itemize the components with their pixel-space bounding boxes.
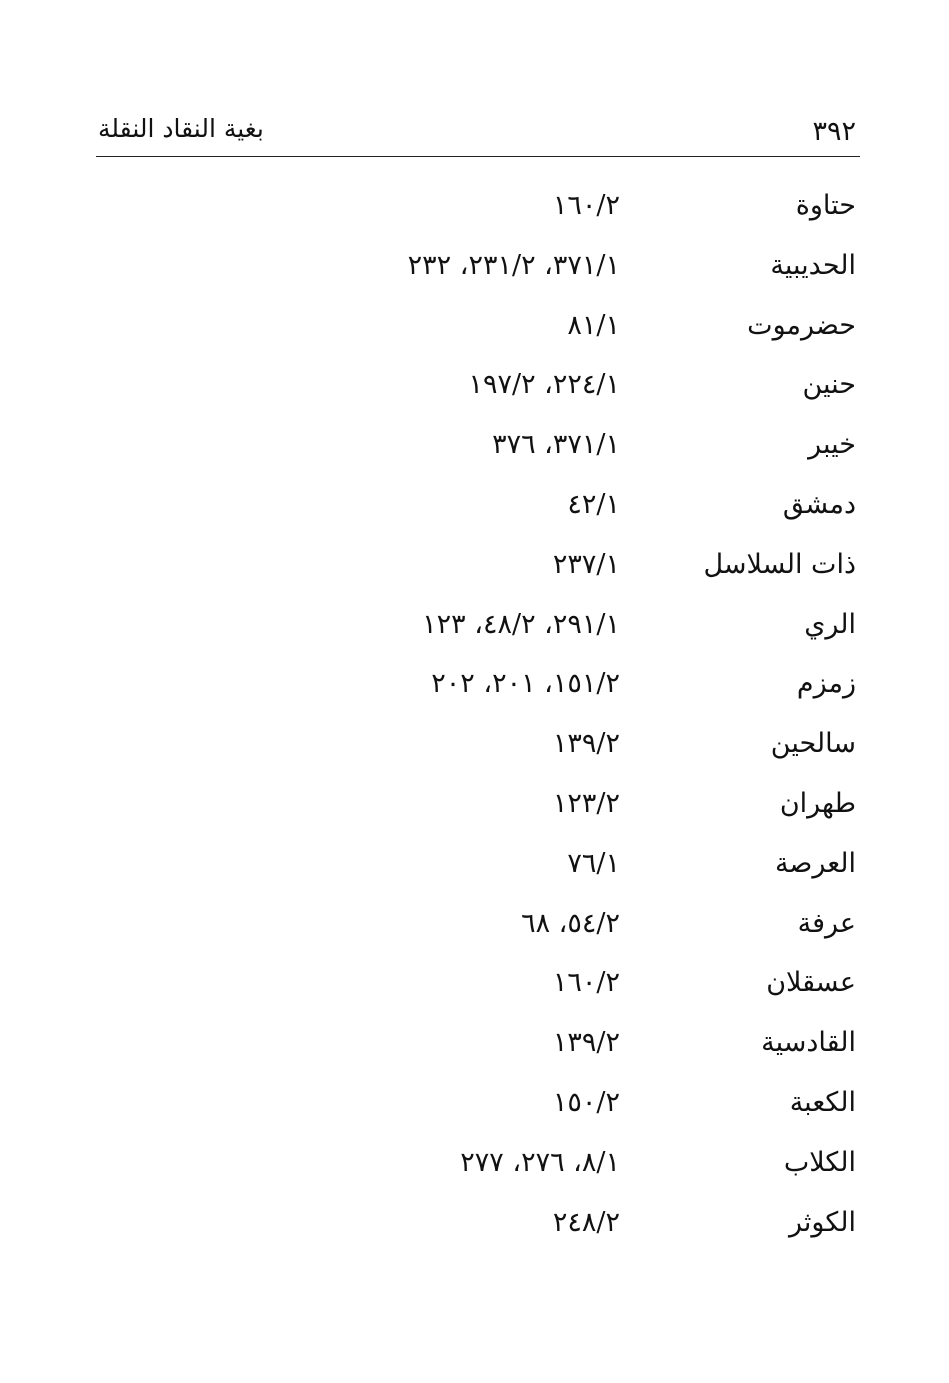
- page-references: ١٦٠/٢: [552, 190, 620, 221]
- page-references: ٣٧١/١، ٢٣١/٢، ٢٣٢: [407, 249, 620, 281]
- index-entry: [96, 298, 860, 358]
- page-references: ٢٣٧/١: [552, 548, 620, 580]
- index-entry: [96, 955, 860, 1015]
- page-references: ٤٢/١: [567, 488, 620, 520]
- index-entry: [96, 836, 860, 896]
- place-name: زمزم: [796, 668, 856, 700]
- page-references: ١٣٩/٢: [552, 728, 620, 760]
- index-entry: [96, 537, 860, 597]
- index-entry: [96, 178, 860, 238]
- page-references: ٢٢٤/١، ١٩٧/٢: [468, 369, 620, 401]
- page-references: ٥٤/٢، ٦٨: [521, 907, 620, 939]
- index-entry: [96, 417, 860, 477]
- page-references: ٨/١، ٢٧٦، ٢٧٧: [460, 1146, 620, 1178]
- place-name: الكوثر: [789, 1206, 856, 1238]
- place-name: الحديبية: [770, 249, 856, 281]
- place-name: حضرموت: [747, 309, 856, 341]
- place-name: الري: [804, 608, 856, 640]
- place-name: ذات السلاسل: [703, 548, 856, 580]
- page-references: ١٦٠/٢: [552, 967, 620, 999]
- page-references: ٢٤٨/٢: [552, 1206, 620, 1238]
- place-name: سالحين: [770, 728, 856, 760]
- place-name: عسقلان: [766, 967, 856, 999]
- index-entry: [96, 896, 860, 956]
- page-header: [96, 108, 860, 157]
- place-name: الكلاب: [783, 1146, 856, 1178]
- index-entry: [96, 477, 860, 537]
- index-entry: [96, 776, 860, 836]
- page-number: ٣٩٢: [812, 116, 856, 147]
- index-entry: [96, 357, 860, 417]
- page-references: ٧٦/١: [567, 847, 620, 879]
- index-entry: [96, 1135, 860, 1195]
- index-entry: [96, 238, 860, 298]
- index-entry: [96, 1075, 860, 1135]
- place-name: العرصة: [774, 847, 856, 879]
- page-references: ٨١/١: [567, 309, 620, 341]
- page-references: ١٣٩/٢: [552, 1027, 620, 1059]
- place-name: حتاوة: [795, 190, 856, 221]
- place-name: الكعبة: [789, 1086, 856, 1118]
- place-name: طهران: [779, 787, 856, 819]
- page-references: ١٥١/٢، ٢٠١، ٢٠٢: [431, 668, 620, 700]
- index-entry: [96, 716, 860, 776]
- index-entry: [96, 656, 860, 716]
- page-references: ٣٧١/١، ٣٧٦: [492, 429, 620, 461]
- index-list: [96, 178, 860, 1254]
- place-name: عرفة: [797, 907, 856, 939]
- page-references: ١٢٣/٢: [552, 787, 620, 819]
- page-references: ٢٩١/١، ٤٨/٢، ١٢٣: [422, 608, 620, 640]
- index-entry: [96, 1195, 860, 1255]
- place-name: حنين: [802, 369, 856, 401]
- page-references: ١٥٠/٢: [552, 1086, 620, 1118]
- place-name: خيبر: [808, 429, 856, 461]
- book-title: بغية النقاد النقلة: [98, 114, 264, 143]
- place-name: القادسية: [761, 1027, 856, 1059]
- index-entry: [96, 597, 860, 657]
- place-name: دمشق: [782, 488, 856, 520]
- index-entry: [96, 1015, 860, 1075]
